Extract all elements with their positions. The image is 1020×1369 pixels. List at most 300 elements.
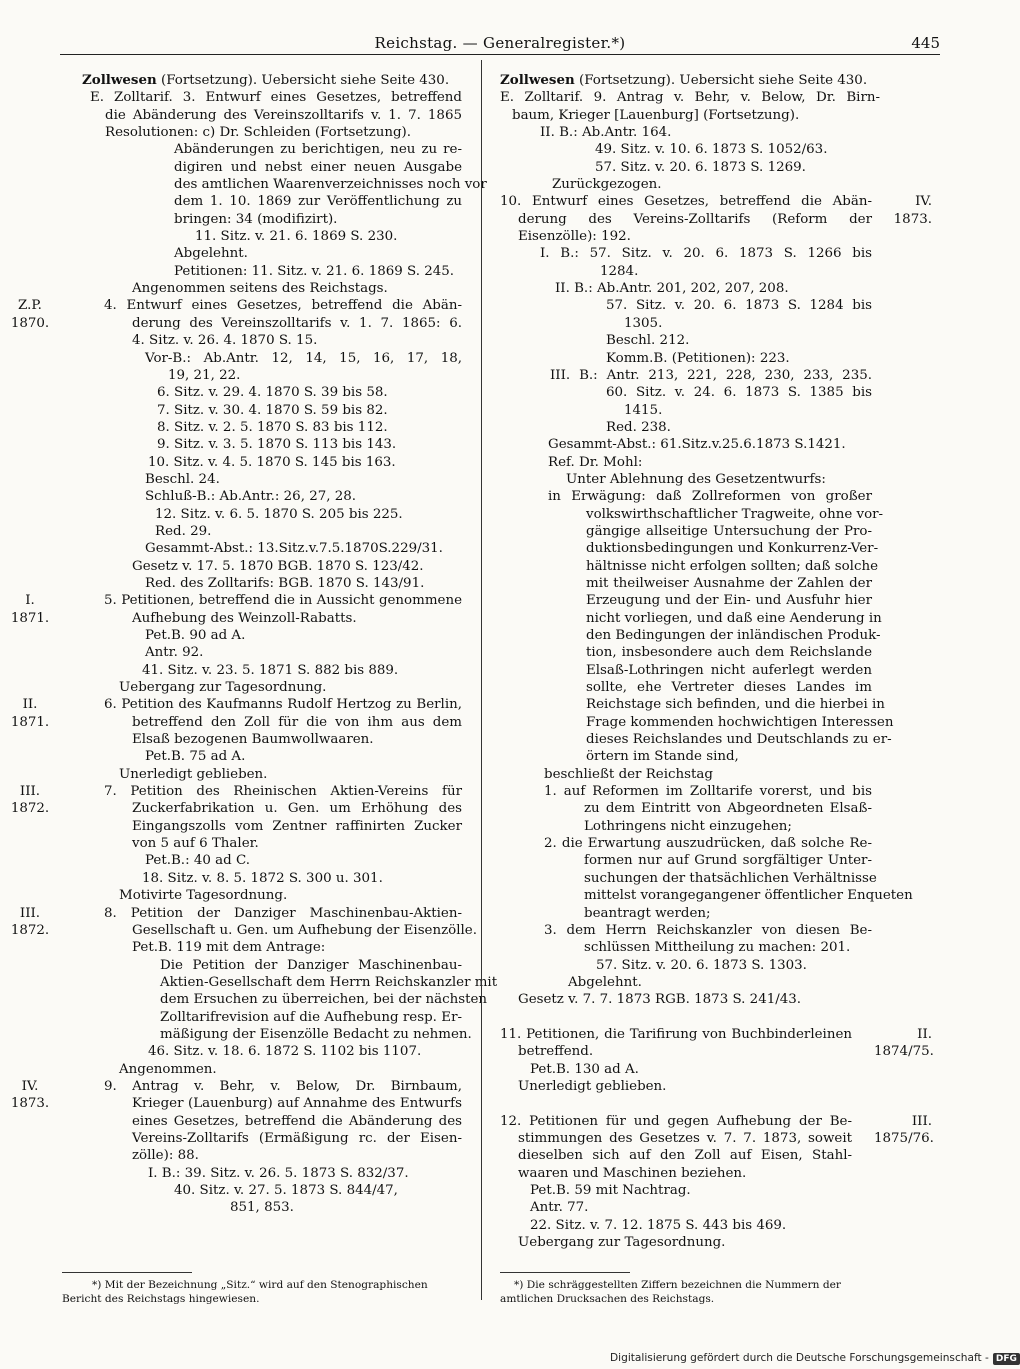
line-text: Zolltarifrevision auf die Aufhebung resp. Er-	[160, 1009, 462, 1025]
text-line	[62, 402, 462, 419]
line-text: den Bedingungen der inländischen Produk-	[586, 628, 881, 643]
text-line	[62, 159, 462, 176]
footnote-right-line-1: *) Die schräggestellten Ziffern bezeichnen die Nummern der	[514, 1279, 841, 1291]
line-text: in Erwägung: daß Zollreformen von großer	[548, 489, 872, 505]
line-text: 1305.	[624, 315, 663, 331]
text-line	[500, 72, 932, 89]
line-text: Eisenzölle): 192.	[518, 229, 631, 245]
line-text: Frage kommenden hochwichtigen Interessen	[586, 714, 894, 730]
line-text: Die Petition der Danziger Maschinenbau-	[160, 957, 462, 973]
line-text: mit theilweiser Ausnahme der Zahlen der	[586, 575, 872, 591]
text-line	[500, 905, 932, 922]
session-marker: 1871.	[10, 714, 50, 730]
session-marker: II.	[917, 1026, 932, 1042]
line-text: formen nur auf Grund sorgfältiger Unter-	[584, 853, 872, 869]
text-line	[21, 1078, 462, 1095]
text-line	[62, 1113, 462, 1130]
text-line	[62, 263, 462, 280]
line-text: Zuckerfabrikation u. Gen. um Erhöhung des	[132, 801, 462, 817]
line-text: dem 1. 10. 1869 zur Veröffentlichung zu	[174, 194, 462, 210]
text-line	[62, 436, 462, 453]
line-text: I. B.: 39. Sitz. v. 26. 5. 1873 S. 832/37.	[148, 1165, 409, 1181]
line-text: bringen: 34 (modifizirt).	[174, 211, 338, 227]
line-text: zu dem Eintritt von Abgeordneten Elsaß-	[584, 801, 872, 817]
footnote-left-line-2: Bericht des Reichstags hingewiesen.	[62, 1293, 260, 1305]
header-rule	[60, 54, 940, 55]
line-text: Gesammt-Abst.: 13.Sitz.v.7.5.1870S.229/31.	[145, 541, 443, 557]
line-text: 8. Petition der Danziger Maschinenbau-Aktien-	[104, 905, 462, 921]
footnote-rule-right	[500, 1272, 630, 1273]
line-text: eines Gesetzes, betreffend die Abänderung des	[132, 1113, 462, 1129]
text-line	[500, 159, 932, 176]
session-marker: 1870.	[10, 315, 50, 331]
line-text: suchungen der thatsächlichen Verhältnisse	[584, 870, 877, 886]
page-number: 445	[911, 34, 940, 52]
line-text: Angenommen seitens des Reichstags.	[132, 281, 388, 297]
text-line	[500, 575, 932, 592]
text-line	[500, 471, 932, 488]
text-line	[62, 245, 462, 262]
text-line	[10, 714, 462, 731]
line-text: Eingangszolls vom Zentner raffinirten Zucker	[132, 818, 462, 834]
line-text: Uebergang zur Tagesordnung.	[119, 680, 327, 696]
line-text: Red. 238.	[606, 419, 671, 435]
text-line	[500, 783, 932, 800]
line-text: 4. Sitz. v. 26. 4. 1870 S. 15.	[132, 333, 318, 349]
text-line	[500, 315, 932, 332]
line-text: Red. 29.	[155, 523, 212, 539]
line-text: sollte, ehe Vertreter dieses Landes im	[586, 680, 872, 696]
text-line	[500, 1199, 932, 1216]
text-line	[500, 1043, 932, 1060]
session-marker: 1874/75.	[874, 1044, 934, 1060]
text-line	[62, 419, 462, 436]
text-line	[500, 748, 932, 765]
line-text: Beschl. 24.	[145, 471, 220, 487]
line-text: dieselben sich auf den Zoll auf Eisen, Stahl-	[518, 1148, 852, 1164]
text-line	[500, 1182, 932, 1199]
line-text: E. Zolltarif. 3. Entwurf eines Gesetzes, betreffend	[90, 90, 462, 106]
line-text: Beschl. 212.	[606, 333, 690, 349]
line-text: dem Ersuchen zu überreichen, bei der nächsten	[160, 992, 488, 1008]
line-text: Pet.B.: 40 ad C.	[145, 853, 250, 869]
line-text: Zollwesen (Fortsetzung). Uebersicht siehe Seite 430.	[82, 72, 450, 88]
line-text: 851, 853.	[230, 1200, 294, 1216]
footnote-right-line-2: amtlichen Drucksachen des Reichstags.	[500, 1293, 715, 1305]
line-text: Unter Ablehnung des Gesetzentwurfs:	[566, 471, 826, 487]
text-line	[62, 679, 462, 696]
text-line	[500, 454, 932, 471]
line-text: Schluß-B.: Ab.Antr.: 26, 27, 28.	[145, 489, 357, 505]
line-text: Krieger (Lauenburg) auf Annahme des Entwurfs	[132, 1096, 462, 1112]
text-line	[25, 592, 462, 609]
text-line	[500, 939, 932, 956]
line-text: 5. Petitionen, betreffend die in Aussicht genommene	[104, 593, 462, 609]
line-text: I. B.: 57. Sitz. v. 20. 6. 1873 S. 1266 bis	[540, 246, 872, 262]
line-text: waaren und Maschinen beziehen.	[518, 1165, 747, 1181]
line-text: Antr. 77.	[530, 1200, 589, 1216]
text-line	[500, 870, 932, 887]
session-marker: III.	[19, 905, 41, 921]
session-marker: III.	[19, 784, 41, 800]
text-line	[500, 1026, 932, 1043]
line-text: gängige allseitige Untersuchung der Pro-	[586, 523, 872, 539]
text-line	[500, 644, 932, 661]
line-text: duktionsbedingungen und Konkurrenz-Ver-	[586, 541, 879, 557]
line-text: Petitionen: 11. Sitz. v. 21. 6. 1869 S. 245.	[174, 263, 455, 279]
text-line	[500, 957, 932, 974]
line-text: nicht vorliegen, und daß eine Aenderung in	[586, 610, 882, 626]
text-line	[62, 644, 462, 661]
text-line	[62, 1147, 462, 1164]
line-text: 19, 21, 22.	[168, 367, 241, 383]
text-line	[500, 558, 932, 575]
line-text: zölle): 88.	[132, 1148, 199, 1164]
line-text: 49. Sitz. v. 10. 6. 1873 S. 1052/63.	[595, 142, 828, 158]
column-divider	[481, 60, 482, 1300]
line-text: von 5 auf 6 Thaler.	[132, 836, 259, 852]
text-line	[62, 1026, 472, 1043]
line-text: 40. Sitz. v. 27. 5. 1873 S. 844/47,	[174, 1183, 398, 1198]
text-line	[500, 610, 932, 627]
line-text: Zollwesen (Fortsetzung). Uebersicht siehe Seite 430.	[500, 72, 868, 88]
text-line	[500, 419, 932, 436]
line-text: 7. Sitz. v. 30. 4. 1870 S. 59 bis 82.	[157, 402, 388, 418]
line-text: 9. Antrag v. Behr, v. Below, Dr. Birnbaum,	[104, 1078, 462, 1094]
text-line	[500, 627, 932, 644]
line-text: Erzeugung und der Ein- und Ausfuhr hier	[586, 593, 872, 609]
text-line	[62, 974, 498, 991]
text-line	[62, 731, 462, 748]
session-marker: 1872.	[10, 801, 50, 817]
line-text: Resolutionen: c) Dr. Schleiden (Fortsetzung).	[105, 125, 411, 141]
text-line	[62, 454, 462, 471]
text-line	[62, 193, 462, 210]
text-line	[62, 280, 462, 297]
text-line	[19, 905, 462, 922]
text-line	[62, 332, 462, 349]
line-text: örtern im Stande sind,	[586, 749, 739, 765]
text-line	[500, 297, 932, 314]
line-text: stimmungen des Gesetzes v. 7. 7. 1873, soweit	[518, 1130, 852, 1146]
text-line	[62, 471, 462, 488]
text-line	[500, 350, 932, 367]
text-line	[500, 1061, 932, 1078]
line-text: Elsaß bezogenen Baumwollwaaren.	[132, 732, 374, 748]
text-line	[500, 141, 932, 158]
line-text: 60. Sitz. v. 24. 6. 1873 S. 1385 bis	[606, 385, 872, 401]
text-line	[62, 835, 462, 852]
text-line	[500, 1009, 932, 1026]
digitization-credit	[610, 1352, 1020, 1365]
line-text: II. B.: Ab.Antr. 201, 202, 207, 208.	[555, 281, 789, 297]
line-text: Motivirte Tagesordnung.	[119, 888, 288, 904]
line-text: 11. Petitionen, die Tarifirung von Buchbinderleinen	[500, 1026, 852, 1042]
text-line	[500, 696, 932, 713]
text-line	[62, 523, 462, 540]
session-marker: III.	[911, 1113, 932, 1129]
text-line	[10, 1095, 462, 1112]
line-text: hältnisse nicht erfolgen sollten; daß solche	[586, 558, 878, 574]
text-line	[500, 402, 932, 419]
line-text: 22. Sitz. v. 7. 12. 1875 S. 443 bis 469.	[530, 1217, 787, 1233]
line-text: Pet.B. 59 mit Nachtrag.	[530, 1183, 691, 1198]
line-text: derung des Vereinszolltarifs v. 1. 7. 1865: 6.	[132, 315, 462, 331]
line-text: beschließt der Reichstag	[544, 766, 713, 782]
session-marker: 1873.	[10, 1096, 50, 1112]
text-line	[62, 939, 462, 956]
text-line	[62, 627, 462, 644]
line-text: Pet.B. 130 ad A.	[530, 1061, 639, 1077]
line-text: dieses Reichslandes und Deutschlands zu er-	[586, 732, 892, 748]
text-line	[62, 89, 462, 106]
text-line	[500, 89, 932, 106]
session-marker: I.	[25, 593, 35, 609]
line-text: Unerledigt geblieben.	[518, 1078, 667, 1094]
text-line	[62, 991, 488, 1008]
text-line	[500, 263, 932, 280]
line-text: 41. Sitz. v. 23. 5. 1871 S. 882 bis 889.	[142, 662, 399, 678]
line-text: Ref. Dr. Mohl:	[548, 454, 643, 470]
text-line	[62, 72, 462, 89]
line-text: 57. Sitz. v. 20. 6. 1873 S. 1269.	[595, 159, 806, 175]
text-line	[500, 592, 932, 609]
line-text: Uebergang zur Tagesordnung.	[518, 1235, 726, 1251]
line-text: 1. auf Reformen im Zolltarife vorerst, und bis	[544, 784, 872, 800]
line-text: Reichstage sich befinden, und die hierbei in	[586, 697, 885, 713]
line-text: 8. Sitz. v. 2. 5. 1870 S. 83 bis 112.	[157, 419, 388, 435]
text-line	[500, 766, 932, 783]
line-text: derung des Vereins-Zolltarifs (Reform der	[518, 211, 872, 227]
line-text: III. B.: Antr. 213, 221, 228, 230, 233, 235.	[550, 367, 872, 383]
text-line	[62, 662, 462, 679]
text-line	[22, 696, 462, 713]
text-line	[500, 384, 932, 401]
text-line	[10, 610, 462, 627]
line-text: 18. Sitz. v. 8. 5. 1872 S. 300 u. 301.	[142, 870, 383, 886]
line-text: E. Zolltarif. 9. Antrag v. Behr, v. Below, Dr. Birn-	[500, 90, 880, 106]
text-line	[500, 124, 932, 141]
text-line	[62, 1061, 462, 1078]
text-line	[500, 800, 932, 817]
dfg-logo: DFG	[993, 1353, 1020, 1365]
text-line	[500, 211, 932, 228]
line-text: Gesammt-Abst.: 61.Sitz.v.25.6.1873 S.1421.	[548, 437, 846, 453]
text-line	[62, 870, 462, 887]
line-text: schlüssen Mittheilung zu machen: 201.	[584, 940, 851, 956]
text-line	[500, 852, 932, 869]
line-text: tion, insbesondere auch dem Reichslande	[586, 645, 872, 661]
text-line	[500, 1095, 932, 1112]
session-marker: II.	[22, 697, 38, 713]
text-line	[500, 991, 932, 1008]
line-text: Gesellschaft u. Gen. um Aufhebung der Eisenzölle.	[132, 922, 477, 938]
line-text: Abänderungen zu berichtigen, neu zu re-	[174, 142, 462, 158]
line-text: 9. Sitz. v. 3. 5. 1870 S. 113 bis 143.	[157, 437, 397, 453]
text-line	[62, 1009, 462, 1026]
text-line	[500, 1234, 932, 1251]
text-line	[62, 107, 462, 124]
text-line	[62, 350, 462, 367]
text-line	[62, 1165, 462, 1182]
line-text: baum, Krieger [Lauenburg] (Fortsetzung).	[512, 107, 800, 123]
text-line	[500, 176, 932, 193]
line-text: 4. Entwurf eines Gesetzes, betreffend die Abän-	[104, 298, 462, 314]
line-text: 12. Petitionen für und gegen Aufhebung der Be-	[500, 1113, 852, 1129]
line-text: 2. die Erwartung auszudrücken, daß solche Re-	[544, 836, 872, 852]
line-text: 3. dem Herrn Reichskanzler von diesen Be-	[544, 922, 872, 938]
line-text: betreffend den Zoll für die von ihm aus dem	[132, 714, 462, 730]
text-line	[500, 1078, 932, 1095]
text-line	[62, 1043, 462, 1060]
text-line	[62, 748, 462, 765]
text-line	[500, 714, 932, 731]
text-line	[500, 731, 932, 748]
line-text: Red. des Zolltarifs: BGB. 1870 S. 143/91.	[145, 575, 425, 591]
footnote-left-line-1: *) Mit der Bezeichnung „Sitz.“ wird auf den Stenographischen	[92, 1279, 428, 1291]
text-line	[62, 887, 462, 904]
line-text: Pet.B. 90 ad A.	[145, 628, 246, 643]
line-text: Unerledigt geblieben.	[119, 766, 268, 782]
line-text: digiren und nebst einer neuen Ausgabe	[174, 159, 462, 175]
line-text: beantragt werden;	[584, 905, 711, 921]
session-marker: IV.	[915, 194, 932, 210]
text-line	[500, 1217, 932, 1234]
line-text: des amtlichen Waarenverzeichnisses noch vor	[174, 177, 487, 193]
text-line	[62, 852, 462, 869]
text-line	[62, 957, 462, 974]
line-text: betreffend.	[518, 1044, 594, 1060]
line-text: II. B.: Ab.Antr. 164.	[540, 125, 672, 141]
line-text: 6. Sitz. v. 29. 4. 1870 S. 39 bis 58.	[157, 385, 388, 401]
session-marker: 1873.	[893, 211, 932, 227]
line-text: 7. Petition des Rheinischen Aktien-Vereins für	[104, 784, 462, 800]
line-text: Pet.B. 75 ad A.	[145, 749, 246, 765]
line-text: Vereins-Zolltarifs (Ermäßigung rc. der Eisen-	[132, 1130, 462, 1146]
footnote-rule-left	[62, 1272, 192, 1273]
text-line	[62, 1130, 462, 1147]
line-text: 12. Sitz. v. 6. 5. 1870 S. 205 bis 225.	[155, 506, 403, 522]
line-text: 10. Sitz. v. 4. 5. 1870 S. 145 bis 163.	[148, 454, 396, 470]
text-line	[10, 315, 462, 332]
text-line	[500, 818, 932, 835]
page-header	[60, 34, 940, 56]
text-line	[500, 835, 932, 852]
line-text: Antr. 92.	[145, 645, 204, 661]
left-column	[10, 72, 498, 1217]
footnote-right	[500, 1278, 932, 1306]
line-text: Elsaß-Lothringen nicht auferlegt werden	[586, 662, 872, 678]
text-line	[62, 211, 462, 228]
line-text: mittelst vorangegangener öffentlicher Enqueten	[584, 888, 913, 904]
line-text: 6. Petition des Kaufmanns Rudolf Hertzog zu Berlin,	[104, 697, 462, 713]
text-line	[62, 558, 462, 575]
session-marker: Z.P.	[18, 298, 42, 314]
line-text: Lothringens nicht einzugehen;	[584, 818, 792, 834]
text-line	[62, 506, 462, 523]
text-line	[500, 1130, 932, 1147]
text-line	[62, 228, 462, 245]
text-line	[62, 367, 462, 384]
session-marker: IV.	[21, 1078, 39, 1094]
text-line	[62, 818, 462, 835]
line-text: volkswirthschaftlicher Tragweite, ohne vor-	[586, 506, 884, 522]
text-line	[18, 297, 462, 314]
text-line	[500, 679, 932, 696]
line-text: 1284.	[600, 263, 639, 279]
text-line	[500, 1113, 932, 1130]
text-line	[500, 662, 932, 679]
line-text: Komm.B. (Petitionen): 223.	[606, 350, 790, 366]
line-text: Aktien-Gesellschaft dem Herrn Reichskanzler mit	[160, 974, 498, 990]
text-line	[62, 384, 462, 401]
text-line	[10, 922, 477, 939]
session-marker: 1872.	[10, 922, 50, 938]
text-line	[500, 540, 932, 557]
line-text: Abgelehnt.	[174, 246, 248, 262]
text-line	[62, 575, 462, 592]
text-line	[500, 523, 932, 540]
line-text: Abgelehnt.	[568, 974, 642, 990]
text-line	[500, 280, 932, 297]
text-line	[62, 176, 487, 193]
line-text: Aufhebung des Weinzoll-Rabatts.	[132, 610, 357, 626]
text-line	[500, 193, 932, 210]
text-line	[62, 141, 462, 158]
text-line	[62, 540, 462, 557]
footnote-left	[62, 1278, 462, 1306]
text-line	[500, 107, 932, 124]
line-text: die Abänderung des Vereinszolltarifs v. 1. 7. 1865	[105, 107, 462, 123]
line-text: 11. Sitz. v. 21. 6. 1869 S. 230.	[195, 229, 398, 245]
text-line	[500, 1165, 932, 1182]
text-line	[500, 228, 932, 245]
line-text: Gesetz v. 7. 7. 1873 RGB. 1873 S. 241/43.	[518, 992, 802, 1008]
text-line	[500, 488, 932, 505]
running-title: Reichstag. — Generalregister.*)	[374, 34, 626, 52]
line-text: Vor-B.: Ab.Antr. 12, 14, 15, 16, 17, 18,	[145, 350, 462, 366]
line-text: 46. Sitz. v. 18. 6. 1872 S. 1102 bis 1107.	[148, 1044, 422, 1060]
text-line	[10, 800, 462, 817]
line-text: Pet.B. 119 mit dem Antrage:	[132, 940, 326, 956]
credit-text: Digitalisierung gefördert durch die Deutsche Forschungsgemeinschaft -	[610, 1352, 989, 1364]
line-text: 1415.	[624, 402, 663, 418]
session-marker: 1871.	[10, 610, 50, 626]
right-column	[500, 72, 932, 1251]
text-line	[500, 887, 932, 904]
text-line	[62, 766, 462, 783]
line-text: Zurückgezogen.	[552, 177, 662, 193]
text-line	[500, 332, 932, 349]
text-line	[19, 783, 462, 800]
text-line	[62, 488, 462, 505]
line-text: Angenommen.	[119, 1061, 217, 1077]
session-marker: 1875/76.	[874, 1130, 934, 1146]
text-line	[500, 436, 932, 453]
line-text: Gesetz v. 17. 5. 1870 BGB. 1870 S. 123/42.	[132, 558, 424, 574]
text-line	[62, 1199, 462, 1216]
line-text: 57. Sitz. v. 20. 6. 1873 S. 1303.	[596, 957, 807, 973]
text-line	[62, 124, 462, 141]
text-line	[500, 1147, 932, 1164]
text-line	[62, 1182, 462, 1199]
text-line	[500, 367, 932, 384]
line-text: 10. Entwurf eines Gesetzes, betreffend die Abän-	[500, 194, 872, 210]
text-line	[500, 245, 932, 262]
text-line	[500, 974, 932, 991]
line-text: mäßigung der Eisenzölle Bedacht zu nehmen.	[160, 1026, 472, 1042]
line-text: 57. Sitz. v. 20. 6. 1873 S. 1284 bis	[606, 298, 872, 314]
